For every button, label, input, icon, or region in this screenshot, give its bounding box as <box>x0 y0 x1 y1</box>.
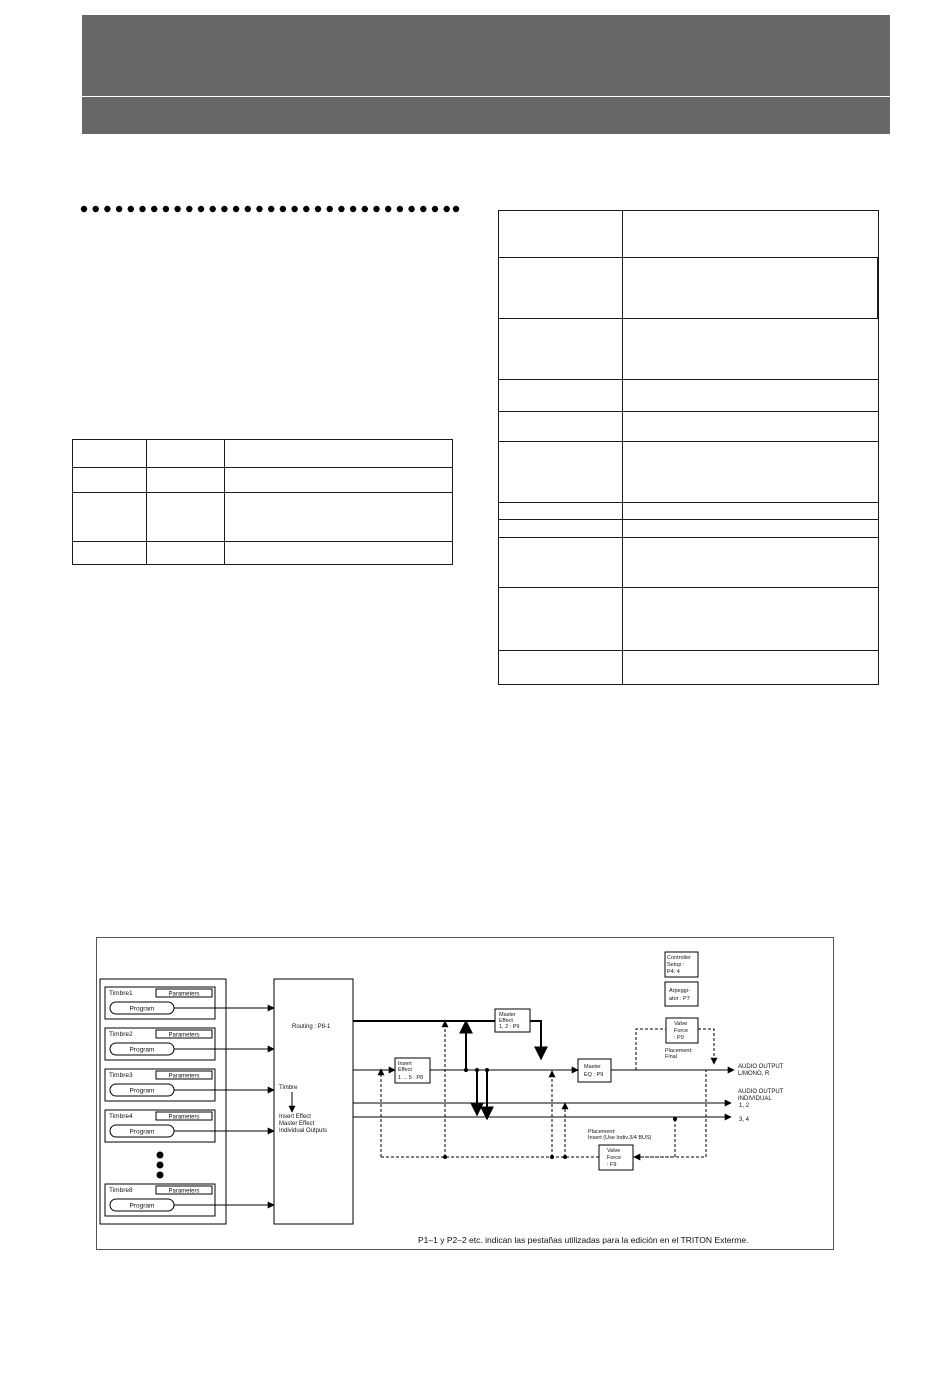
table-cell <box>225 440 453 468</box>
audio-output-lr-line: L/MONO, R <box>738 1071 770 1077</box>
table-cell <box>623 412 879 442</box>
timbre-params: Parameters <box>168 1114 200 1121</box>
table-cell <box>499 442 623 502</box>
routing-block <box>274 979 353 1224</box>
table-cell <box>623 211 879 258</box>
table-cell <box>623 319 879 380</box>
routing-label: Routing : P8-1 <box>292 1024 331 1030</box>
insert-box-line: Effect <box>398 1067 412 1073</box>
table-cell <box>623 587 879 650</box>
valve-force-bottom-line: : F9 <box>607 1162 617 1168</box>
master-effect-line: 1, 2 : P9 <box>499 1024 520 1030</box>
timbre-program: Program <box>129 1087 155 1095</box>
timbre-params: Parameters <box>168 1188 200 1195</box>
table-cell <box>73 468 147 493</box>
insert-box-line: 1 ... 5 : P8 <box>398 1075 424 1081</box>
timbre-label: Timbre <box>279 1085 298 1091</box>
timbre-block <box>105 1110 215 1142</box>
diagram-caption: P1–1 y P2–2 etc. indican las pestañas utilizadas para la edición en el TRITON Exterme. <box>418 1235 749 1245</box>
placement-insert-line: Insert (Use Indiv.3/4 BUS) <box>588 1135 652 1141</box>
table-cell <box>499 519 623 537</box>
master-effect-line: Master <box>499 1012 516 1018</box>
timbre-block <box>105 1184 215 1216</box>
audio-output-indiv-line: AUDIO OUTPUT <box>738 1089 784 1095</box>
header-title-bar <box>82 15 890 96</box>
timbre-name: Timbre2 <box>109 1031 133 1038</box>
table-cell <box>499 211 623 258</box>
table-cell <box>623 650 879 684</box>
valve-force-bottom-line: Valve <box>607 1148 621 1154</box>
audio-output-lr-line: AUDIO OUTPUT <box>738 1064 784 1070</box>
controller-setup-line: Controller <box>667 955 691 961</box>
table-cell <box>499 380 623 412</box>
individual-outputs-label: Individual Outputs <box>279 1128 328 1134</box>
output-12-label: 1, 2 <box>739 1103 750 1109</box>
section-dot-rule <box>78 202 462 216</box>
table-cell <box>499 412 623 442</box>
arpeggiator-box <box>665 982 698 1006</box>
table-cell <box>623 519 879 537</box>
master-eq-line: Master <box>584 1064 601 1070</box>
insert-effect-label: Insert Effect <box>279 1114 311 1120</box>
placement-final-line: Final <box>665 1054 677 1060</box>
table-cell <box>147 440 225 468</box>
output-34-label: 3, 4 <box>739 1117 750 1123</box>
master-eq-line: EQ : P9 <box>584 1072 604 1078</box>
master-eq-box <box>578 1059 611 1082</box>
timbre-params: Parameters <box>168 991 200 998</box>
table-cell <box>499 319 623 380</box>
placement-insert-line: Placement: <box>588 1129 616 1135</box>
table-cell <box>623 442 879 502</box>
audio-output-indiv-line: INDIVIDUAL <box>738 1096 772 1102</box>
left-table <box>72 439 453 565</box>
timbre-name: Timbre4 <box>109 1113 133 1120</box>
controller-setup-line: Setup : <box>667 962 685 968</box>
valve-force-top-line: Valve <box>674 1021 688 1027</box>
timbre-block <box>105 1028 215 1060</box>
header-subtitle-bar <box>82 97 890 134</box>
timbre-program: Program <box>129 1046 155 1054</box>
valve-force-bottom-line: Force <box>607 1155 622 1161</box>
timbre-name: Timbre1 <box>109 990 133 997</box>
table-cell <box>499 650 623 684</box>
table-cell <box>225 493 453 542</box>
table-cell <box>225 468 453 493</box>
timbre-params: Parameters <box>168 1073 200 1080</box>
table-cell <box>147 468 225 493</box>
table-cell <box>73 493 147 542</box>
table-cell <box>499 258 623 319</box>
arpeggiator-line: Arpeggi- <box>669 988 690 994</box>
signal-flow-diagram <box>96 937 834 1250</box>
timbre-name: Timbre3 <box>109 1072 133 1079</box>
table-cell <box>499 537 623 587</box>
table-cell <box>623 502 879 519</box>
valve-force-top-line: Force <box>674 1028 689 1034</box>
table-cell <box>147 493 225 542</box>
master-effect-line: Effect <box>499 1018 513 1024</box>
table-cell <box>147 542 225 565</box>
arpeggiator-line: ator : P7 <box>669 996 690 1002</box>
timbre-block <box>105 987 215 1019</box>
timbre-name: Timbre8 <box>109 1187 133 1194</box>
table-cell <box>73 440 147 468</box>
timbre-block <box>105 1069 215 1101</box>
insert-box-line: Insert <box>398 1061 412 1067</box>
ellipsis-dots <box>157 1152 164 1179</box>
table-cell <box>623 537 879 587</box>
table-cell <box>225 542 453 565</box>
table-cell <box>623 380 879 412</box>
timbre-program: Program <box>129 1202 155 1210</box>
diagram-frame <box>97 938 834 1250</box>
master-effect-label: Master Effect <box>279 1121 315 1127</box>
right-table <box>498 210 879 685</box>
table-cell <box>499 502 623 519</box>
controller-setup-line: P4: 4 <box>667 969 680 975</box>
table-cell <box>623 258 879 319</box>
table-cell <box>499 587 623 650</box>
table-cell <box>73 542 147 565</box>
timbre-program: Program <box>129 1128 155 1136</box>
timbre-params: Parameters <box>168 1032 200 1039</box>
timbre-program: Program <box>129 1005 155 1013</box>
placement-final-line: Placement: <box>665 1048 693 1054</box>
valve-force-top-line: : P9 <box>674 1035 684 1041</box>
